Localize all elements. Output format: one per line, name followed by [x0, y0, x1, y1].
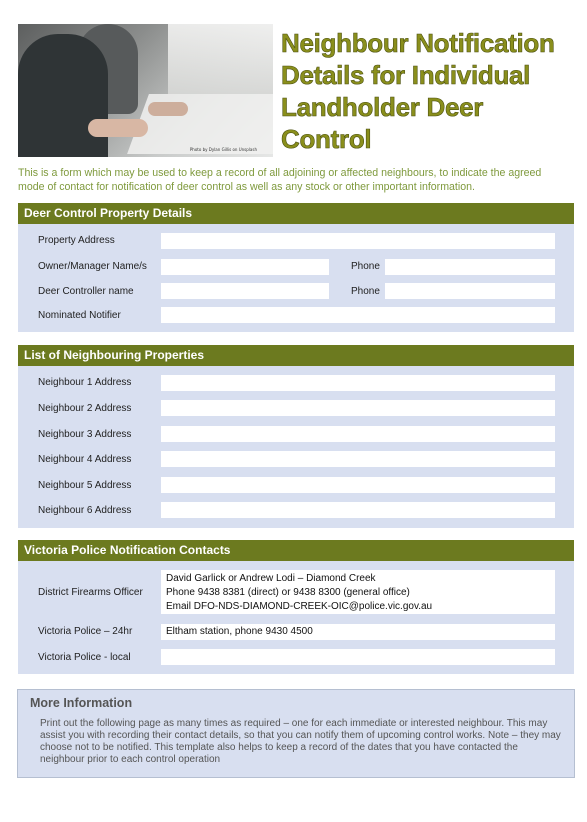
- neighbour-address-field[interactable]: [161, 400, 555, 416]
- neighbour-address-field[interactable]: [161, 375, 555, 391]
- notifier-field[interactable]: [161, 307, 555, 323]
- field-label: Neighbour 1 Address: [38, 377, 132, 388]
- window-light: [168, 24, 273, 94]
- field-label: District Firearms Officer: [38, 587, 143, 598]
- field-label: Neighbour 3 Address: [38, 429, 132, 440]
- section-heading: List of Neighbouring Properties: [18, 345, 574, 366]
- controller-name-field[interactable]: [161, 283, 329, 299]
- field-label: Victoria Police - local: [38, 652, 131, 663]
- section-heading: Victoria Police Notification Contacts: [18, 540, 574, 561]
- owner-name-field[interactable]: [161, 259, 329, 275]
- neighbour-address-field[interactable]: [161, 451, 555, 467]
- field-value: [166, 572, 432, 614]
- phone-label: Phone: [351, 261, 380, 272]
- field-label: Owner/Manager Name/s: [38, 261, 147, 272]
- police-24hr-field[interactable]: [161, 624, 555, 640]
- field-label: Nominated Notifier: [38, 310, 121, 321]
- page-title: Neighbour Notification Details for Individual Landholder Deer Control: [281, 28, 555, 154]
- field-label: Deer Controller name: [38, 286, 134, 297]
- field-label: Neighbour 2 Address: [38, 403, 132, 414]
- neighbour-address-field[interactable]: [161, 477, 555, 493]
- police-local-field[interactable]: [161, 649, 555, 665]
- intro-text: This is a form which may be used to keep a record of all adjoining or affected neighbours, to indicate the agreed mode of contact for notification of deer control as well as any stock or other important information.: [18, 167, 542, 193]
- district-officer-field[interactable]: [161, 570, 555, 614]
- hand-shape: [148, 102, 188, 116]
- officer-email: Email DFO-NDS-DIAMOND-CREEK-OIC@police.vic.gov.au: [166, 601, 433, 612]
- neighbour-address-field[interactable]: [161, 426, 555, 442]
- field-label: Victoria Police – 24hr: [38, 626, 133, 637]
- field-value: Eltham station, phone 9430 4500: [166, 626, 313, 637]
- neighbours-section: [18, 345, 574, 528]
- person-silhouette: [18, 34, 108, 157]
- neighbour-address-field[interactable]: [161, 502, 555, 518]
- more-info-text: Print out the following page as many times as required – one for each immediate or interested neighbour. This may assist you with recording their contact details, so that you can notify them of upcoming control works. Note – they may choose not to be notified. This template also helps to keep a record of the dates that you have contacted the neighbour prior to each control operation: [40, 718, 561, 765]
- field-label: Neighbour 6 Address: [38, 505, 132, 516]
- property-address-field[interactable]: [161, 233, 555, 249]
- officer-names: David Garlick or Andrew Lodi – Diamond Creek: [166, 573, 376, 584]
- section-heading: Deer Control Property Details: [18, 203, 574, 224]
- meeting-photo: [18, 24, 273, 157]
- property-details-section: [18, 203, 574, 332]
- owner-phone-field[interactable]: [385, 259, 555, 275]
- police-contacts-section: [18, 540, 574, 674]
- phone-label: Phone: [351, 286, 380, 297]
- more-information-box: [17, 689, 575, 778]
- table-surface: [127, 94, 273, 154]
- more-info-heading: More Information: [30, 696, 133, 710]
- officer-phone: Phone 9438 8381 (direct) or 9438 8300 (general office): [166, 587, 410, 598]
- hand-shape: [88, 119, 148, 137]
- photo-credit: Photo by Dylan Gillis on Unsplash: [189, 147, 257, 152]
- field-label: Neighbour 5 Address: [38, 480, 132, 491]
- field-label: Neighbour 4 Address: [38, 454, 132, 465]
- controller-phone-field[interactable]: [385, 283, 555, 299]
- field-label: Property Address: [38, 235, 115, 246]
